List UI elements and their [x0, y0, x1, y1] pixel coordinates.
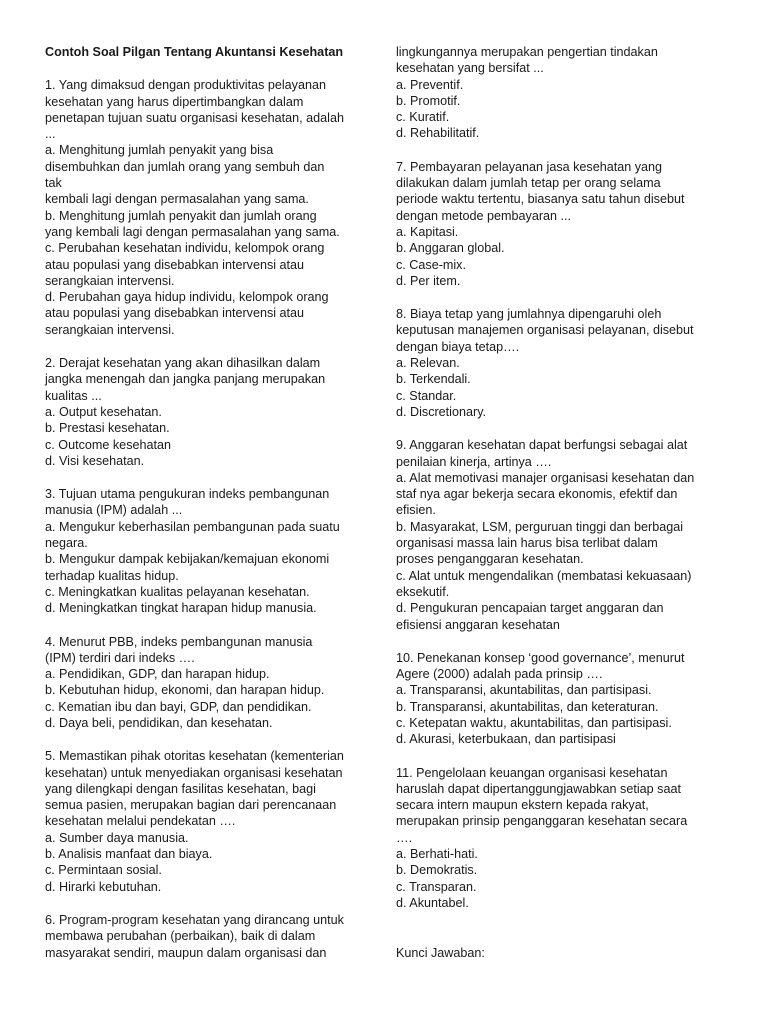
- text-line: serangkaian intervensi.: [45, 322, 175, 337]
- text-line: c. Standar.: [396, 388, 457, 403]
- text-line: 7. Pembayaran pelayanan jasa kesehatan yang: [396, 159, 663, 174]
- text-line: kembali lagi dengan permasalahan yang sama.: [45, 192, 309, 207]
- text-line: c. Transparan.: [396, 879, 477, 894]
- text-line: kesehatan) untuk menyediakan organisasi kesehatan: [45, 765, 343, 780]
- text-line: c. Kematian ibu dan bayi, GDP, dan pendidikan.: [45, 699, 312, 714]
- text-line: c. Kuratif.: [396, 110, 450, 125]
- text-line: c. Case-mix.: [396, 257, 466, 272]
- left-question-block: [45, 77, 375, 338]
- text-line: 9. Anggaran kesehatan dapat berfungsi sebagai alat: [396, 438, 688, 453]
- text-line: b. Anggaran global.: [396, 241, 505, 256]
- text-line: 5. Memastikan pihak otoritas kesehatan (kementerian: [45, 749, 344, 764]
- text-line: a. Kapitasi.: [396, 224, 459, 239]
- text-line: disembuhkan dan jumlah orang yang sembuh dan: [45, 159, 325, 174]
- text-line: eksekutif.: [396, 584, 450, 599]
- right-question-block: [396, 306, 732, 420]
- left-question-block: [45, 355, 375, 469]
- document-title: Contoh Soal Pilgan Tentang Akuntansi Kesehatan: [45, 45, 344, 59]
- left-questions: [45, 77, 375, 961]
- text-line: a. Mengukur keberhasilan pembangunan pada suatu: [45, 519, 340, 534]
- text-line: haruslah dapat dipertanggungjawabkan setiap saat: [396, 781, 681, 796]
- text-line: semua pasien, merupakan bagian dari perencanaan: [45, 798, 337, 813]
- text-line: 2. Derajat kesehatan yang akan dihasilkan dalam: [45, 356, 321, 371]
- left-question-block: [45, 486, 375, 616]
- text-line: c. Perubahan kesehatan individu, kelompok orang: [45, 241, 325, 256]
- text-line: lingkungannya merupakan pengertian tindakan: [396, 45, 658, 59]
- left-question-block: [45, 912, 375, 961]
- text-line: yang dilengkapi dengan fasilitas kesehatan, bagi: [45, 781, 316, 796]
- text-line: terhadap kualitas hidup.: [45, 568, 179, 583]
- text-line: negara.: [45, 536, 88, 551]
- text-line: d. Perubahan gaya hidup individu, kelompok orang: [45, 290, 329, 305]
- text-line: d. Akuntabel.: [396, 895, 469, 910]
- text-line: d. Akurasi, keterbukaan, dan partisipasi: [396, 732, 616, 747]
- text-line: ...: [45, 127, 56, 142]
- text-line: b. Mengukur dampak kebijakan/kemajuan ekonomi: [45, 552, 330, 567]
- left-question-block: [45, 748, 375, 895]
- text-line: b. Analisis manfaat dan biaya.: [45, 847, 213, 862]
- text-line: b. Transparansi, akuntabilitas, dan keteraturan.: [396, 699, 659, 714]
- text-line: a. Transparansi, akuntabilitas, dan partisipasi.: [396, 683, 652, 698]
- right-question-block: [396, 765, 732, 912]
- right-question-block: [396, 159, 732, 289]
- text-line: c. Ketepatan waktu, akuntabilitas, dan partisipasi.: [396, 715, 672, 730]
- text-line: b. Menghitung jumlah penyakit dan jumlah orang: [45, 208, 317, 223]
- text-line: 3. Tujuan utama pengukuran indeks pembangunan: [45, 487, 330, 502]
- text-line: b. Demokratis.: [396, 863, 478, 878]
- text-line: staf nya agar bekerja secara ekonomis, efektif dan: [396, 487, 678, 502]
- right-column: [396, 44, 732, 962]
- text-line: kualitas ...: [45, 388, 102, 403]
- text-line: d. Visi kesehatan.: [45, 453, 145, 468]
- text-line: atau populasi yang disebabkan intervensi atau: [45, 306, 305, 321]
- right-questions: [396, 44, 732, 911]
- left-question-block: [45, 634, 375, 732]
- text-line: c. Permintaan sosial.: [45, 863, 162, 878]
- text-line: masyarakat sendiri, maupun dalam organisasi dan: [45, 945, 327, 960]
- text-line: efisien.: [396, 503, 436, 518]
- text-line: 4. Menurut PBB, indeks pembangunan manusia: [45, 634, 313, 649]
- text-line: c. Meningkatkan kualitas pelayanan kesehatan.: [45, 584, 310, 599]
- text-line: keputusan manajemen organisasi pelayanan, disebut: [396, 323, 694, 338]
- text-line: 11. Pengelolaan keuangan organisasi kesehatan: [396, 765, 668, 780]
- text-line: periode waktu tertentu, biasanya satu tahun disebut: [396, 192, 685, 207]
- text-line: 8. Biaya tetap yang jumlahnya dipengaruhi oleh: [396, 307, 662, 322]
- text-line: (IPM) terdiri dari indeks ….: [45, 650, 195, 665]
- right-question-block: [396, 44, 732, 142]
- text-line: a. Alat memotivasi manajer organisasi kesehatan dan: [396, 470, 695, 485]
- text-line: atau populasi yang disebabkan intervensi atau: [45, 257, 305, 272]
- text-line: a. Sumber daya manusia.: [45, 830, 189, 845]
- text-line: a. Preventif.: [396, 77, 464, 92]
- text-line: d. Meningkatkan tingkat harapan hidup manusia.: [45, 601, 317, 616]
- text-line: a. Pendidikan, GDP, dan harapan hidup.: [45, 667, 270, 682]
- text-line: kesehatan yang harus dipertimbangkan dalam: [45, 94, 304, 109]
- text-line: efisiensi anggaran kesehatan: [396, 617, 560, 632]
- text-line: d. Rehabilitatif.: [396, 126, 480, 141]
- text-line: a. Output kesehatan.: [45, 404, 162, 419]
- text-line: ….: [396, 830, 413, 845]
- text-line: penilaian kinerja, artinya ….: [396, 454, 552, 469]
- text-line: a. Berhati-hati.: [396, 847, 478, 862]
- text-line: manusia (IPM) adalah ...: [45, 503, 183, 518]
- text-line: kesehatan melalui pendekatan ….: [45, 814, 236, 829]
- text-line: b. Kebutuhan hidup, ekonomi, dan harapan hidup.: [45, 683, 325, 698]
- text-line: jangka menengah dan jangka panjang merupakan: [45, 372, 326, 387]
- right-question-block: [396, 650, 732, 748]
- text-line: b. Masyarakat, LSM, perguruan tinggi dan berbagai: [396, 519, 684, 534]
- text-line: dilakukan dalam jumlah tetap per orang selama: [396, 176, 661, 191]
- text-line: c. Outcome kesehatan: [45, 437, 172, 452]
- text-line: a. Relevan.: [396, 356, 460, 371]
- text-line: a. Menghitung jumlah penyakit yang bisa: [45, 143, 274, 158]
- text-line: secara intern maupun ekstern kepada rakyat,: [396, 798, 649, 813]
- text-line: 6. Program-program kesehatan yang dirancang untuk: [45, 912, 344, 927]
- text-line: b. Terkendali.: [396, 372, 471, 387]
- text-line: dengan metode pembayaran ...: [396, 208, 572, 223]
- text-line: d. Per item.: [396, 273, 461, 288]
- text-line: d. Hirarki kebutuhan.: [45, 879, 162, 894]
- text-line: d. Discretionary.: [396, 404, 487, 419]
- text-line: b. Promotif.: [396, 93, 461, 108]
- answer-key-label: Kunci Jawaban:: [396, 946, 485, 961]
- text-line: d. Daya beli, pendidikan, dan kesehatan.: [45, 715, 273, 730]
- text-line: c. Alat untuk mengendalikan (membatasi kekuasaan): [396, 568, 692, 583]
- text-line: membawa perubahan (perbaikan), baik di dalam: [45, 929, 316, 944]
- text-line: kesehatan yang bersifat ...: [396, 61, 544, 76]
- text-line: b. Prestasi kesehatan.: [45, 421, 170, 436]
- text-line: merupakan prinsip penganggaran kesehatan secara: [396, 814, 688, 829]
- text-line: proses penganggaran kesehatan.: [396, 552, 584, 567]
- text-line: penetapan tujuan suatu organisasi kesehatan, adalah: [45, 110, 344, 125]
- right-question-block: [396, 437, 732, 633]
- text-line: organisasi massa lain harus bisa terlibat dalam: [396, 536, 658, 551]
- left-column: [45, 44, 375, 978]
- text-line: serangkaian intervensi.: [45, 273, 175, 288]
- text-line: tak: [45, 176, 62, 191]
- text-line: 10. Penekanan konsep ‘good governance’, menurut: [396, 650, 685, 665]
- text-line: 1. Yang dimaksud dengan produktivitas pelayanan: [45, 78, 326, 93]
- text-line: d. Pengukuran pencapaian target anggaran dan: [396, 601, 664, 616]
- text-line: dengan biaya tetap….: [396, 339, 520, 354]
- text-line: yang kembali lagi dengan permasalahan yang sama.: [45, 224, 340, 239]
- text-line: Agere (2000) adalah pada prinsip ….: [396, 667, 603, 682]
